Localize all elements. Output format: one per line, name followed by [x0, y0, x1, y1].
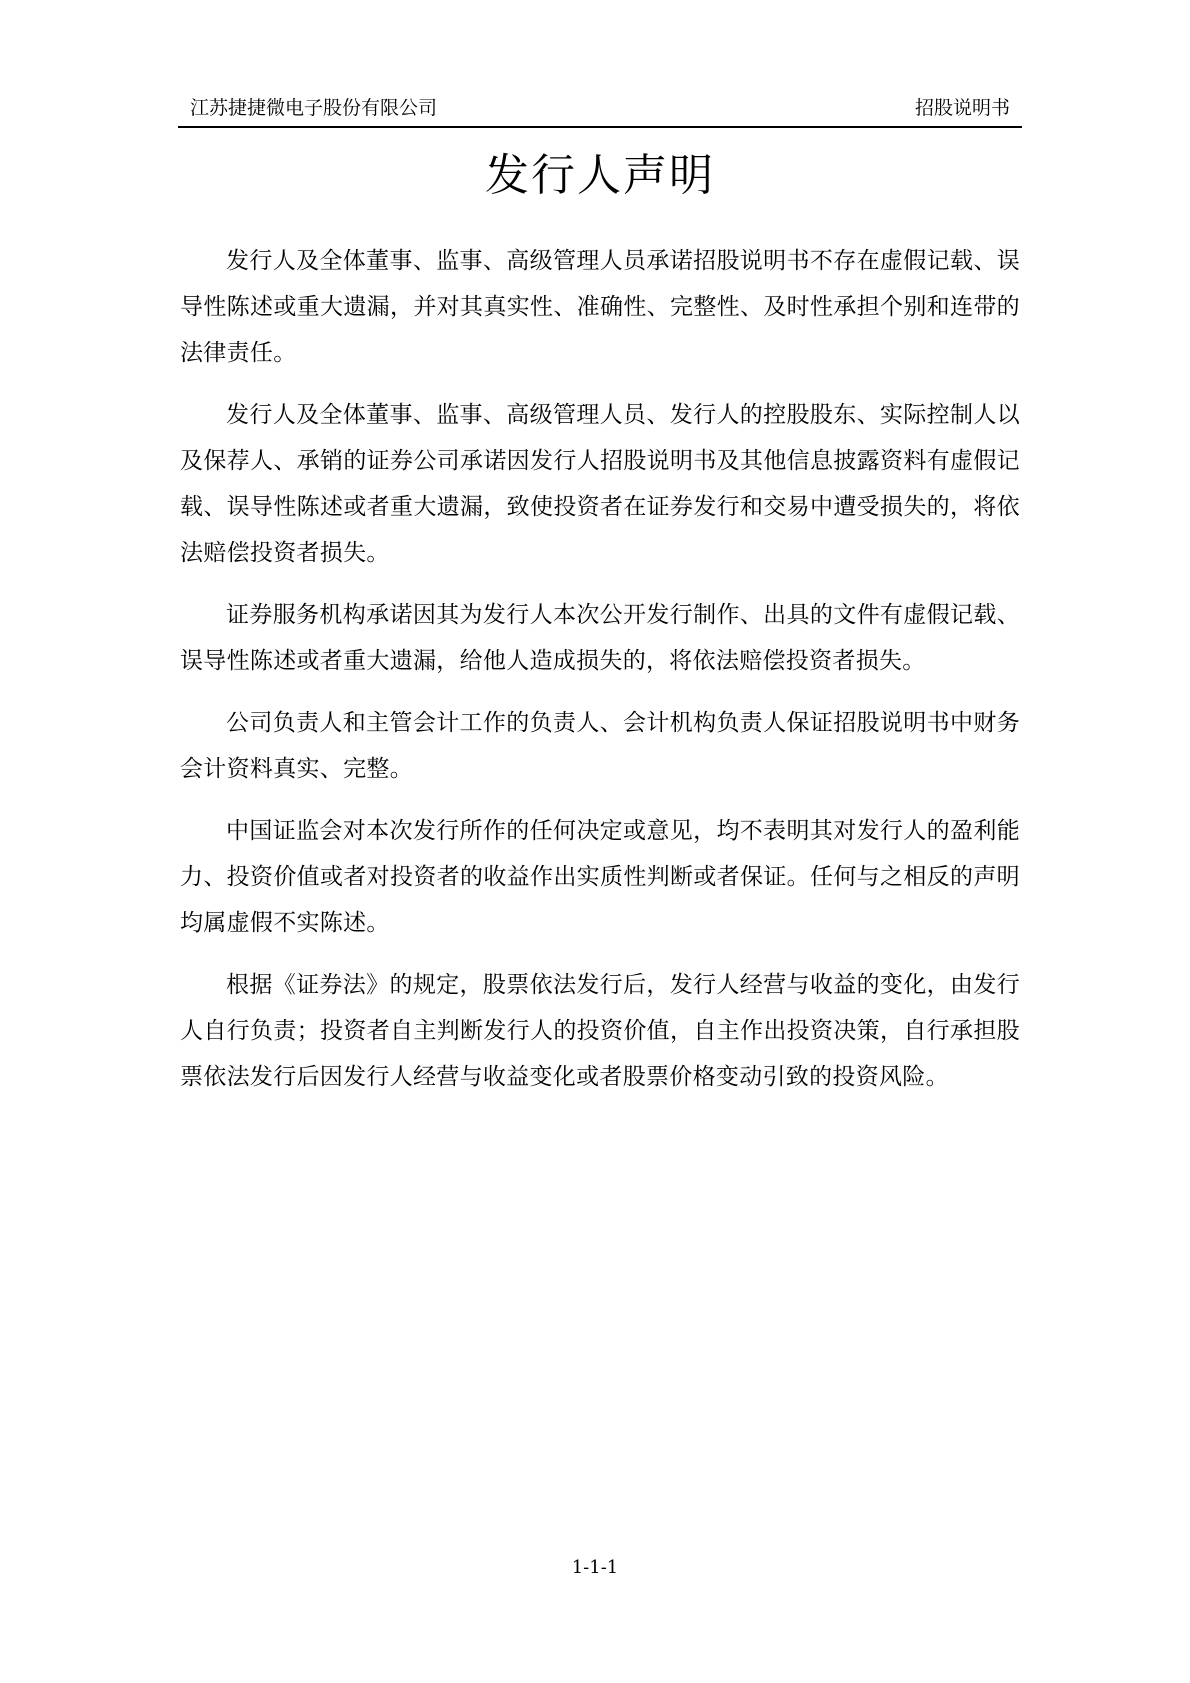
paragraph-3: 证券服务机构承诺因其为发行人本次公开发行制作、出具的文件有虚假记载、误导性陈述或者重大遗漏，给他人造成损失的，将依法赔偿投资者损失。	[180, 602, 1020, 674]
header-company-name: 江苏捷捷微电子股份有限公司	[190, 97, 438, 119]
paragraph-4: 公司负责人和主管会计工作的负责人、会计机构负责人保证招股说明书中财务会计资料真实、完整。	[180, 710, 1020, 782]
declaration-body	[180, 238, 1020, 1116]
paragraph-1: 发行人及全体董事、监事、高级管理人员承诺招股说明书不存在虚假记载、误导性陈述或重大遗漏，并对其真实性、准确性、完整性、及时性承担个别和连带的法律责任。	[180, 248, 1020, 366]
page-number: 1-1-1	[571, 1557, 619, 1578]
paragraph-6: 根据《证券法》的规定，股票依法发行后，发行人经营与收益的变化，由发行人自行负责；投资者自主判断发行人的投资价值，自主作出投资决策，自行承担股票依法发行后因发行人经营与收益变化或者股票价格变动引致的投资风险。	[180, 972, 1020, 1090]
page-title: 发行人声明	[485, 150, 715, 201]
header-document-type: 招股说明书	[914, 97, 1010, 119]
paragraph-5: 中国证监会对本次发行所作的任何决定或意见，均不表明其对发行人的盈利能力、投资价值或者对投资者的收益作出实质性判断或者保证。任何与之相反的声明均属虚假不实陈述。	[180, 818, 1020, 936]
paragraph-2: 发行人及全体董事、监事、高级管理人员、发行人的控股股东、实际控制人以及保荐人、承销的证券公司承诺因发行人招股说明书及其他信息披露资料有虚假记载、误导性陈述或者重大遗漏，致使投资者在证券发行和交易中遭受损失的，将依法赔偿投资者损失。	[180, 402, 1020, 566]
page-header	[178, 96, 1022, 128]
